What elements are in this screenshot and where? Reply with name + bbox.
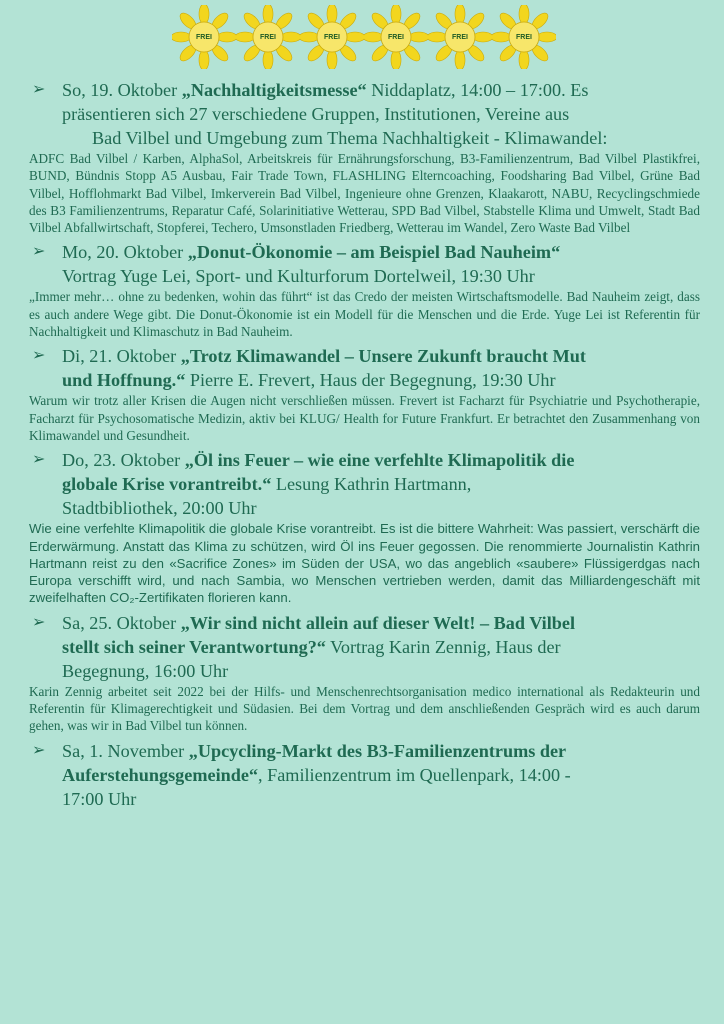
event-title: „Upcycling-Markt des B3-Familienzentrums der: [188, 740, 567, 761]
event-info: 17:00 Uhr: [62, 788, 137, 809]
event-title: Auferstehungsgemeinde“: [62, 764, 259, 785]
event-title: „Wir sind nicht allein auf dieser Welt! – Bad Vilbel: [180, 612, 576, 633]
event-info: Niddaplatz, 14:00 – 17:00. Es: [366, 80, 589, 100]
arrow-bullet-icon: ➢: [32, 611, 46, 631]
event-heading: [62, 78, 700, 150]
event-description: Wie eine verfehlte Klimapolitik die globale Krise vorantreibt. Es ist die bittere Wahrheit: Was passiert, verschärft die Erderwärmung. Anstatt das Klima zu schützen, wird Öl ins Feuer gegossen. Die renommierte Journalistin Kathrin Hartmann reist zu den «Sacrifice Zones» im Süden der USA, wo das angeblich «saubere» Flüssigerdgas nach Europa verschifft wird, und nach Sambia, wo Menschen vertrieben werden, damit das Milliardengeschäft mit zweifelhaften CO₂-Zertifikaten florieren kann.: [29, 521, 700, 606]
event-title: „Nachhaltigkeitsmesse“: [181, 80, 367, 100]
event-heading: [62, 739, 700, 811]
event-item: [29, 611, 700, 735]
sunflower-logo-2: [236, 5, 300, 69]
event-title: „Donut-Ökonomie – am Beispiel Bad Nauheim“: [187, 242, 561, 263]
event-title: stellt sich seiner Verantwortung?“: [62, 636, 326, 657]
sunflower-logo-1: [172, 5, 236, 69]
event-date: Do, 23. Oktober: [62, 450, 181, 471]
arrow-bullet-icon: ➢: [32, 739, 46, 759]
event-title: globale Krise vorantreibt.“: [62, 474, 272, 495]
logo-label: FREI: [196, 33, 212, 41]
arrow-bullet-icon: ➢: [32, 241, 46, 261]
event-date: Di, 21. Oktober: [62, 346, 177, 367]
event-info: Begegnung, 16:00 Uhr: [62, 660, 229, 681]
arrow-bullet-icon: ➢: [32, 79, 46, 98]
event-info: Lesung Kathrin Hartmann,: [271, 474, 472, 495]
sunflower-logo-6: [492, 5, 556, 69]
event-info: Bad Vilbel und Umgebung zum Thema Nachhaltigkeit - Klimawandel:: [92, 128, 608, 148]
event-title: und Hoffnung.“: [62, 370, 186, 391]
sunflower-logo-5: [428, 5, 492, 69]
event-info: Vortrag Karin Zennig, Haus der: [325, 636, 561, 657]
logo-label: FREI: [260, 33, 276, 41]
sunflower-logo-4: [364, 5, 428, 69]
event-title: „Trotz Klimawandel – Unsere Zukunft braucht Mut: [180, 346, 586, 367]
event-title: „Öl ins Feuer – wie eine verfehlte Klimapolitik die: [184, 450, 575, 471]
event-description: ADFC Bad Vilbel / Karben, AlphaSol, Arbeitskreis für Ernährungsforschung, B3-Familienzentrum, Bad Vilbel Plastikfrei, BUND, Bündnis Stopp A5 Ausbau, Fair Trade Town, FLASHLING Elterncoaching, Foodsharing Bad Vilbel, Grüne Bad Vilbel, Hofflohmarkt Bad Vilbel, Imkerverein Bad Vilbel, Ingenieure ohne Grenzen, Klaakarott, NABU, Recyclingschmiede des B3 Familienzentrums, Reparatur Café, Solarinitiative Wetterau, SPD Bad Vilbel, Stabstelle Klima und Umwelt, Stadt Bad Vilbel Abfallwirtschaft, Stopferei, Techero, Umsonstladen Friedberg, Wetterau im Wandel, Zero Waste Bad Vilbel: [29, 151, 700, 236]
logo-label: FREI: [452, 33, 468, 41]
event-item: [29, 448, 700, 606]
arrow-bullet-icon: ➢: [32, 449, 46, 469]
event-date: Sa, 1. November: [62, 740, 185, 761]
sunflower-logo-3: [300, 5, 364, 69]
event-description: Karin Zennig arbeitet seit 2022 bei der Hilfs- und Menschenrechtsorganisation medico international als Redakteurin und Referentin für Klimagerechtigkeit und Südasien. Bei dem Vortrag und dem anschließenden Gespräch wird es auch darum gehen, was wir in Bad Vilbel tun können.: [29, 683, 700, 734]
event-description: Warum wir trotz aller Krisen die Augen nicht verschließen müssen. Frevert ist Facharzt für Psychiatrie und Psychotherapie, Facharzt für Psychosomatische Medizin, aktiv bei KLUG/ Health for Future Frankfurt. Er betrachtet den Zusammenhang von Klimawandel und Gesundheit.: [29, 393, 700, 443]
event-heading: [62, 448, 700, 520]
event-item: [29, 344, 700, 444]
event-info: Pierre E. Frevert, Haus der Begegnung, 19:30 Uhr: [185, 370, 556, 391]
event-heading: [62, 240, 700, 288]
arrow-bullet-icon: ➢: [32, 345, 46, 365]
logo-label: FREI: [516, 33, 532, 41]
event-list: [29, 78, 700, 811]
event-date: Sa, 25. Oktober: [62, 612, 177, 633]
event-info: Vortrag Yuge Lei, Sport- und Kulturforum Dortelweil, 19:30 Uhr: [62, 266, 535, 287]
event-info: Stadtbibliothek, 20:00 Uhr: [62, 498, 257, 519]
event-date: So, 19. Oktober: [62, 80, 178, 100]
logo-row: [172, 2, 552, 72]
event-heading: [62, 344, 700, 392]
event-heading: [62, 611, 700, 683]
event-description: „Immer mehr… ohne zu bedenken, wohin das führt“ ist das Credo der meisten Wirtschaftsmodelle. Bad Nauheim zeigt, dass es auch andere Wege gibt. Die Donut-Ökonomie ist ein Modell für die Menschen und die Erde. Yuge Lei ist Referentin für Nachhaltigkeit und Klimaschutz in Bad Nauheim.: [29, 289, 700, 340]
event-item: [29, 78, 700, 236]
event-item: [32, 739, 700, 811]
logo-label: FREI: [324, 33, 340, 41]
event-date: Mo, 20. Oktober: [62, 242, 184, 263]
event-info: präsentieren sich 27 verschiedene Gruppen, Institutionen, Vereine aus: [62, 104, 570, 124]
logo-label: FREI: [388, 33, 404, 41]
event-item: [29, 240, 700, 340]
event-info: , Familienzentrum im Quellenpark, 14:00 -: [258, 764, 571, 785]
